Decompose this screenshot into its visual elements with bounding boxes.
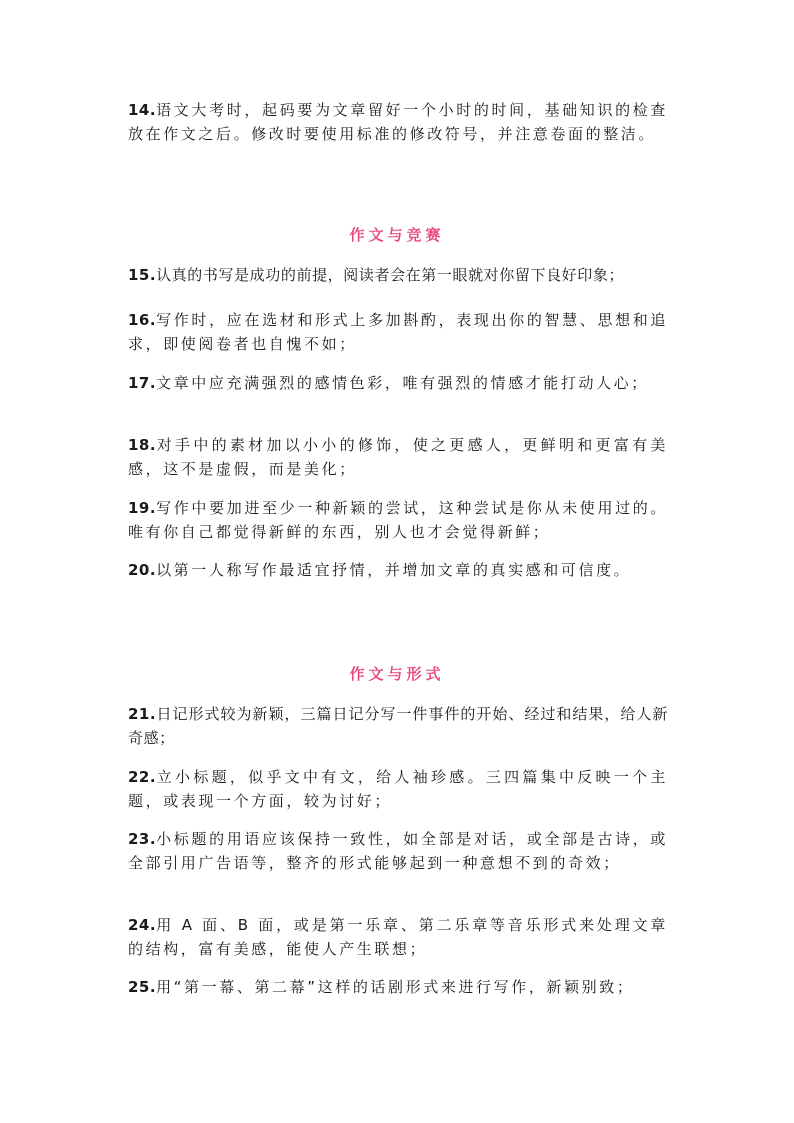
item-text: 立小标题，似乎文中有文，给人袖珍感。三四篇集中反映一个主题，或表现一个方面，较为讨好； <box>128 768 668 810</box>
item-text: 语文大考时，起码要为文章留好一个小时的时间，基础知识的检查放在作文之后。修改时要使用标准的修改符号，并注意卷面的整洁。 <box>128 101 668 143</box>
paragraph-16 <box>128 308 668 356</box>
item-text: 用“第一幕、第二幕”这样的话剧形式来进行写作，新颖别致； <box>156 978 635 996</box>
item-number: 20. <box>128 561 157 579</box>
item-number: 23. <box>128 830 157 848</box>
paragraph-23 <box>128 827 668 875</box>
item-number: 18. <box>128 436 157 454</box>
paragraph-22 <box>128 765 668 813</box>
item-number: 16. <box>128 311 157 329</box>
paragraph-21 <box>128 702 668 750</box>
paragraph-19 <box>128 496 668 544</box>
item-text: 用 A 面、B 面，或是第一乐章、第二乐章等音乐形式来处理文章的结构，富有美感，能使人产生联想； <box>128 916 668 958</box>
section-heading-competition: 作文与竞赛 <box>349 226 445 244</box>
paragraph-24 <box>128 913 668 961</box>
item-number: 25. <box>128 978 157 996</box>
item-number: 22. <box>128 768 157 786</box>
item-text: 写作时，应在选材和形式上多加斟酌，表现出你的智慧、思想和追求，即使阅卷者也自愧不如； <box>128 311 668 353</box>
item-number: 21. <box>128 705 157 723</box>
item-number: 19. <box>128 499 157 517</box>
paragraph-15 <box>128 263 668 287</box>
item-text: 以第一人称写作最适宜抒情，并增加文章的真实感和可信度。 <box>156 561 632 579</box>
item-number: 24. <box>128 916 157 934</box>
item-number: 17. <box>128 374 157 392</box>
paragraph-17 <box>128 371 668 395</box>
item-text: 写作中要加进至少一种新颖的尝试，这种尝试是你从未使用过的。唯有你自己都觉得新鲜的东西，别人也才会觉得新鲜； <box>128 499 668 541</box>
item-text: 文章中应充满强烈的感情色彩，唯有强烈的情感才能打动人心； <box>156 374 649 392</box>
paragraph-14 <box>128 98 668 146</box>
section-heading-form: 作文与形式 <box>349 665 445 683</box>
item-number: 14. <box>128 101 157 119</box>
item-text: 日记形式较为新颖，三篇日记分写一件事件的开始、经过和结果，给人新奇感； <box>128 705 668 747</box>
item-text: 小标题的用语应该保持一致性，如全部是对话，或全部是古诗，或全部引用广告语等，整齐的形式能够起到一种意想不到的奇效； <box>128 830 668 872</box>
item-text: 对手中的素材加以小小的修饰，使之更感人，更鲜明和更富有美感，这不是虚假，而是美化； <box>128 436 668 478</box>
item-number: 15. <box>128 266 157 284</box>
paragraph-18 <box>128 433 668 481</box>
paragraph-25 <box>128 975 668 999</box>
paragraph-20 <box>128 558 668 582</box>
item-text: 认真的书写是成功的前提，阅读者会在第一眼就对你留下良好印象； <box>156 266 625 284</box>
